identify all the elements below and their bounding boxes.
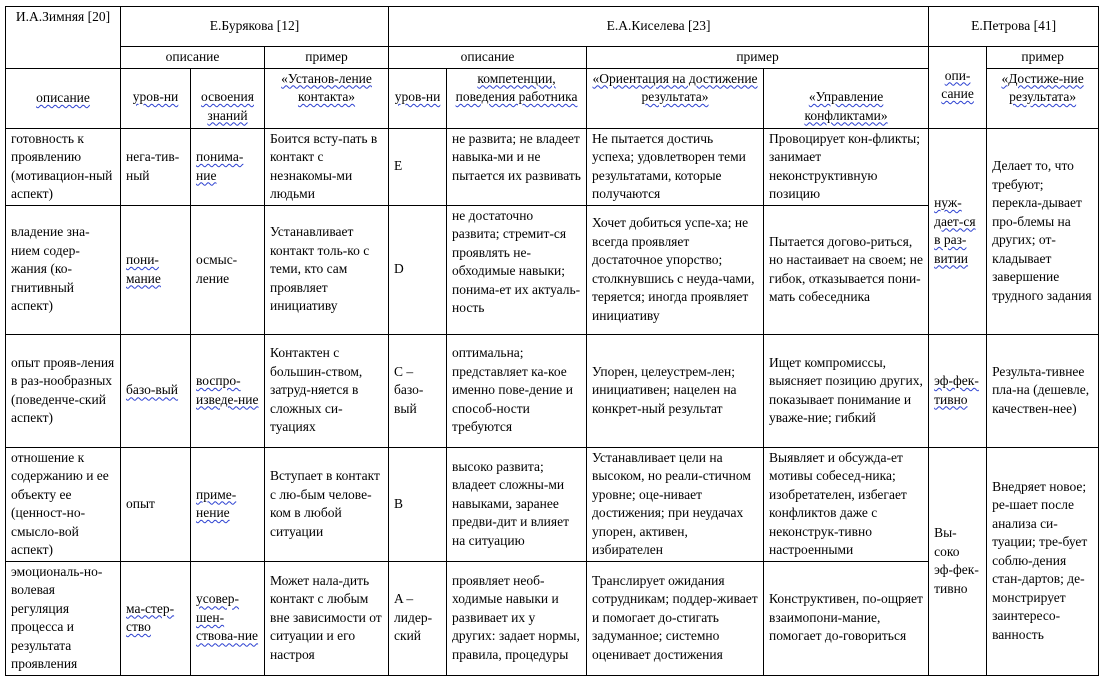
header-kiseleva-conflict: [764, 68, 929, 128]
kiseleva-conflict-cell: [764, 334, 929, 447]
example-text: Результа-тивнее пла-на (дешевле, качествен-нее): [992, 363, 1090, 416]
zimnyaya-aspect-cell: [6, 128, 121, 205]
competence-comparison-table: [5, 6, 1099, 676]
zimnyaya-aspect-cell: [6, 205, 121, 334]
header-p-description-text: опи-сание: [941, 67, 974, 101]
header-petrova-description: [929, 47, 987, 129]
description-text: не развита; не владеет навыка-ми и не пытается их развивать: [452, 130, 581, 183]
description-text: оптимальна; представляет ка-кое именно пове-дение и способ-ности требуются: [452, 345, 574, 435]
header-k-conflict-text: «Управление конфликтами»: [804, 89, 888, 123]
result-text: Устанавливает цели на высоком, но реали-стичном уровне; оце-нивает достижения; при неудачах упорен, активен, избирателен: [592, 449, 751, 557]
example-text: Устанавливает контакт толь-ко с теми, кто сам проявляет инициативу: [270, 224, 370, 314]
zimnyaya-aspect-cell: [6, 334, 121, 447]
buryakova-mastery-cell: [191, 128, 265, 205]
kiseleva-result-cell: [587, 447, 764, 561]
header-kiseleva-competence: [447, 68, 587, 128]
petrova-example-cell: [987, 128, 1099, 334]
result-text: Хочет добиться успе-ха; не всегда проявляет достаточное упорство; столкнувшись с неуда-чами, теряется; иногда проявляет инициативу: [592, 215, 755, 323]
petrova-level-cell: [929, 334, 987, 447]
kiseleva-description-cell: [447, 205, 587, 334]
header-kiseleva: [389, 7, 929, 47]
level-text: ма-стер-ство: [126, 600, 175, 634]
header-z-description-text: описание: [36, 89, 90, 105]
buryakova-mastery-cell: [191, 561, 265, 675]
petrova-example-cell: [987, 334, 1099, 447]
header-kiseleva-result: [587, 68, 764, 128]
header-k-example-text: пример: [736, 49, 779, 64]
level-text: C – базо-вый: [394, 363, 424, 416]
petrova-level-cell: [929, 447, 987, 675]
header-p-achieve-text: «Достиже-ние результата»: [1001, 70, 1084, 104]
header-p-example-text: пример: [1021, 49, 1064, 64]
header-b-example-text: пример: [305, 49, 348, 64]
example-text: Делает то, что требуют; перекла-дывает про-блемы на других; от-кладывает завершение трудного задания: [992, 158, 1092, 303]
kiseleva-level-cell: [389, 334, 447, 447]
level-text: E: [394, 158, 403, 174]
header-b-contact-text: «Установ-ление контакта»: [281, 70, 372, 104]
kiseleva-conflict-cell: [764, 128, 929, 205]
level-text: пони-мание: [126, 252, 161, 286]
mastery-text: воспро-изведе-ние: [196, 373, 259, 407]
buryakova-example-cell: [265, 128, 389, 205]
description-text: проявляет необ-ходимые навыки и развивает их у других: задает нормы, правила, процедуры: [452, 572, 580, 662]
kiseleva-result-cell: [587, 561, 764, 675]
header-kiseleva-levels: [389, 68, 447, 128]
kiseleva-level-cell: [389, 447, 447, 561]
result-text: Не пытается достичь успеха; удовлетворен теми результатами, которые получаются: [592, 130, 746, 201]
example-text: Контактен с большин-ством, затруд-няется в сложных си-туациях: [270, 345, 363, 435]
buryakova-example-cell: [265, 447, 389, 561]
result-text: Упорен, целеустрем-лен; инициативен; нацелен на конкрет-ный результат: [592, 363, 737, 416]
header-buryakova: [121, 7, 389, 47]
aspect-text: отношение к содержанию и ее объекту ее (ценност-но-смыслo-вой аспект): [11, 449, 109, 557]
header-buryakova-description: [121, 47, 265, 69]
header-k-result-text: «Ориентация на достижение результата»: [592, 70, 758, 104]
description-text: не достаточно развита; стремит-ся проявлять не-обходимые навыки; понима-ет их актуаль-ность: [452, 207, 581, 315]
petrova-level-text: эф-фек-тивно: [934, 373, 979, 407]
mastery-text: осмыс-ление: [196, 252, 238, 286]
buryakova-level-cell: [121, 447, 191, 561]
buryakova-mastery-cell: [191, 447, 265, 561]
conflict-text: Конструктивен, по-ощряет взаимопони-мание, помогает до-говориться: [769, 591, 923, 644]
header-k-levels-text: уров-ни: [394, 89, 441, 104]
header-buryakova-contact: [265, 68, 389, 128]
header-buryakova-text: Е.Бурякова [12]: [209, 18, 300, 34]
mastery-text: понима-ние: [196, 149, 244, 183]
header-kiseleva-example: [587, 47, 929, 69]
kiseleva-result-cell: [587, 205, 764, 334]
kiseleva-conflict-cell: [764, 205, 929, 334]
buryakova-level-cell: [121, 561, 191, 675]
buryakova-mastery-cell: [191, 205, 265, 334]
conflict-text: Провоцирует кон-фликты; занимает неконструктивную позицию: [769, 130, 920, 201]
kiseleva-level-cell: [389, 205, 447, 334]
zimnyaya-aspect-cell: [6, 447, 121, 561]
aspect-text: опыт прояв-ления в раз-нообразных (поведенче-ский аспект): [11, 354, 115, 425]
buryakova-level-cell: [121, 205, 191, 334]
level-text: D: [394, 261, 404, 277]
header-b-mastery-text: освоения знаний: [201, 89, 254, 123]
kiseleva-result-cell: [587, 334, 764, 447]
header-buryakova-example: [265, 47, 389, 69]
header-k-description-text: описание: [460, 49, 515, 64]
header-b-levels-text: уров-ни: [132, 89, 179, 104]
kiseleva-description-cell: [447, 561, 587, 675]
kiseleva-conflict-cell: [764, 447, 929, 561]
buryakova-level-cell: [121, 334, 191, 447]
header-kiseleva-text: Е.А.Киселева [23]: [606, 18, 711, 34]
petrova-level-text: Вы-соко эф-фек-тивно: [934, 525, 979, 596]
buryakova-example-cell: [265, 205, 389, 334]
petrova-example-cell: [987, 447, 1099, 675]
kiseleva-description-cell: [447, 334, 587, 447]
aspect-text: владение зна-нием содер-жания (ко-гнитивный аспект): [11, 224, 90, 314]
kiseleva-result-cell: [587, 128, 764, 205]
header-zimnyaya-text: И.А.Зимняя [20]: [15, 9, 111, 24]
mastery-text: приме-нение: [196, 486, 237, 520]
example-text: Может нала-дить контакт с любым вне зависимости от ситуации и его настроя: [270, 572, 382, 662]
example-text: Внедряет новое; ре-шает после анализа си-туации; тре-бует соблю-дения стан-дартов; де-монстрирует заинтересо-ванность: [992, 478, 1088, 642]
level-text: B: [394, 495, 404, 511]
aspect-text: эмоциональ-но-волевая регуляция процесса и результата проявления: [11, 563, 103, 671]
header-zimnyaya: [6, 7, 121, 69]
result-text: Транслирует ожидания сотрудникам; поддер-живает и помогает до-стигать задуманное; системно оценивает достижения: [592, 572, 758, 662]
header-buryakova-levels: [121, 68, 191, 128]
header-petrova-text: Е.Петрова [41]: [971, 18, 1057, 34]
aspect-text: готовность к проявлению (мотивацион-ный аспект): [11, 130, 113, 201]
level-text: опыт: [126, 495, 155, 511]
conflict-text: Выявляет и обсужда-ет мотивы собесед-ника; изобретателен, избегает конфликтов даже с неконструк-тивно настроенными: [769, 449, 907, 557]
buryakova-example-cell: [265, 334, 389, 447]
conflict-text: Пытается догово-риться, но настаивает на своем; не гибок, отказывается пони-мать собеседника: [769, 233, 923, 304]
kiseleva-description-cell: [447, 447, 587, 561]
header-zimnyaya-description: [6, 68, 121, 128]
header-b-description-text: описание: [165, 49, 220, 64]
description-text: высоко развита; владеет сложны-ми навыками, заранее предви-дит и влияет на ситуацию: [452, 458, 570, 548]
buryakova-mastery-cell: [191, 334, 265, 447]
mastery-text: усовер-шен-ствова-ние: [196, 591, 259, 644]
kiseleva-level-cell: [389, 561, 447, 675]
buryakova-level-cell: [121, 128, 191, 205]
example-text: Вступает в контакт с лю-бым челове-ком в любой ситуации: [270, 468, 380, 539]
kiseleva-level-cell: [389, 128, 447, 205]
header-petrova-achieve: [987, 68, 1099, 128]
header-petrova: [929, 7, 1099, 47]
level-text: A – лидер-ский: [394, 591, 433, 644]
header-kiseleva-description: [389, 47, 587, 69]
level-text: базо-вый: [126, 382, 179, 398]
conflict-text: Ищет компромиссы, выясняет позицию других, показывает понимание и уваже-ние; гибкий: [769, 354, 923, 425]
zimnyaya-aspect-cell: [6, 561, 121, 675]
petrova-level-text: нуж-дает-ся в раз-витии: [934, 195, 976, 266]
header-k-competence-text: компетенции, поведения работника: [455, 70, 578, 104]
kiseleva-description-cell: [447, 128, 587, 205]
petrova-level-cell: [929, 128, 987, 334]
header-petrova-example: [987, 47, 1099, 69]
kiseleva-conflict-cell: [764, 561, 929, 675]
header-buryakova-mastery: [191, 68, 265, 128]
level-text: нега-тив-ный: [126, 149, 180, 183]
example-text: Боится всту-пать в контакт с незнакомы-ми людьми: [270, 130, 378, 201]
buryakova-example-cell: [265, 561, 389, 675]
